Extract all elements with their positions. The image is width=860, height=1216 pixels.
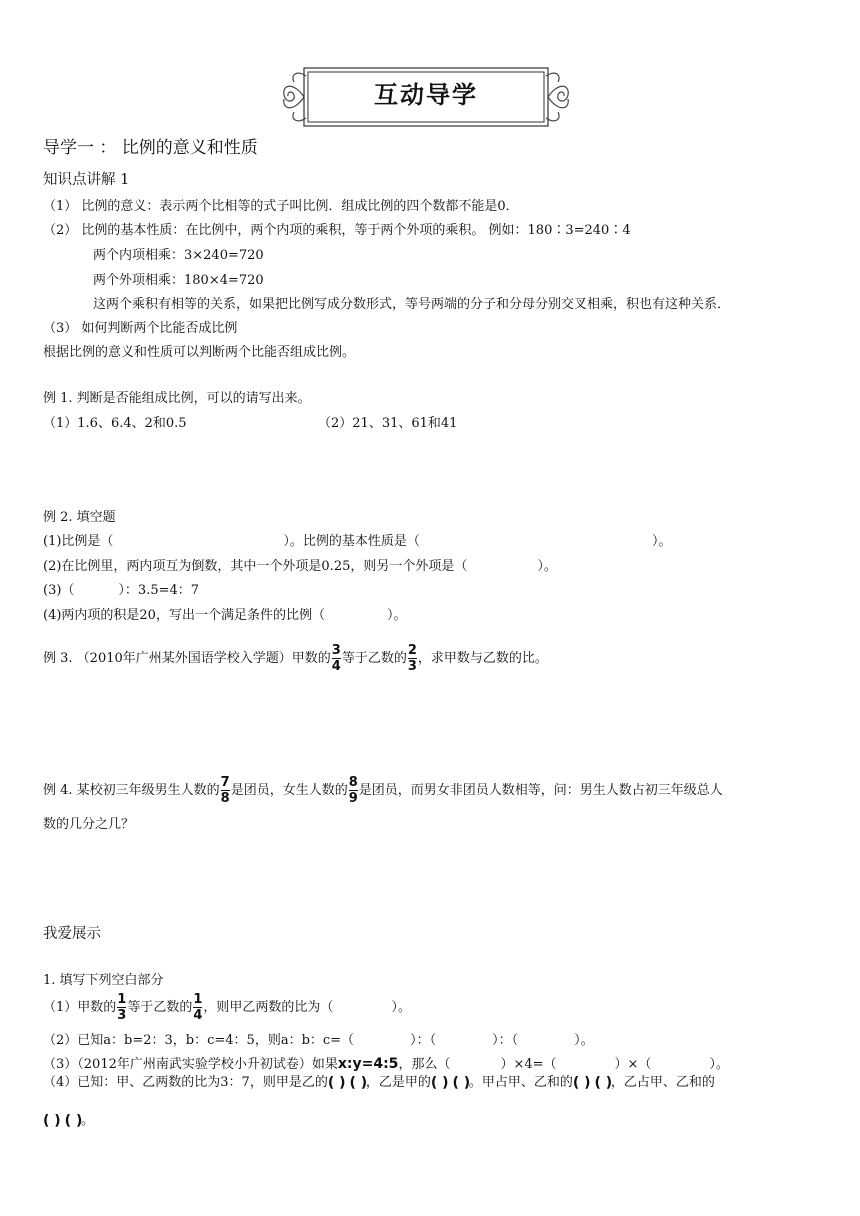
example-2-title: 例 2. 填空题 [43, 510, 116, 525]
show-s3: （3）（2012年广州南武实验学校小升初试卷）如果x:y=4:5，那么（ ）×4=（ ）×（ ）。 [43, 1056, 729, 1072]
example-4-line1: 例 4. 某校初三年级男生人数的 $\frac{7}{8}$ 是团员，女生人数的 $\frac{8}{9}$ 是团员，而男女非团员人数相等，问：男生人数占初三年级总人 [43, 775, 723, 806]
section-heading: 导学一 ： 比例的意义和性质 [43, 138, 258, 158]
show-s4-line1: （4）已知：甲、乙两数的比为3：7，则甲是乙的( ) ( )，乙是甲的( ) ( )。甲占甲、乙和的( ) ( )，乙占甲、乙和的 [43, 1074, 715, 1091]
blank-fraction: ( ) ( ) [572, 1074, 613, 1091]
example-3: 例 3. （2010年广州某外国语学校入学题）甲数的 $\frac{3}{4}$ 等于乙数的 $\frac{2}{3}$ ，求甲数与乙数的比。 [43, 643, 548, 674]
example-4-line2: 数的几分之几？ [43, 817, 135, 832]
fraction: $\frac{3}{4}$ [331, 643, 341, 674]
example-2-q1: (1)比例是（ ）。比例的基本性质是（ ）。 [43, 534, 672, 549]
example-1-q2: （2）21、31、61和41 [318, 416, 458, 431]
point-2: （2） 比例的基本性质：在比例中，两个内项的乘积，等于两个外项的乘积。 例如：180∶3=240∶4 [43, 223, 631, 238]
show-q1: 1. 填写下列空白部分 [43, 973, 164, 988]
show-s4-line2: ( ) ( )。 [43, 1112, 95, 1129]
fraction: $\frac{2}{3}$ [407, 643, 417, 674]
blank-fraction: ( ) ( ) [430, 1074, 471, 1091]
point-3: （3） 如何判断两个比能否成比例 [43, 321, 238, 336]
blank-fraction: ( ) ( ) [327, 1074, 368, 1091]
example-2-q3: (3)（ ）：3.5=4：7 [43, 583, 200, 598]
example-1-q1: （1）1.6、6.4、2和0.5 [43, 416, 187, 431]
fraction: $\frac{1}{4}$ [193, 992, 203, 1023]
section-subheading: 知识点讲解 1 [43, 172, 130, 188]
point-2a: 两个内项相乘：3×240=720 [93, 248, 264, 263]
point-2b: 两个外项相乘：180×4=720 [93, 273, 264, 288]
point-2c: 这两个乘积有相等的关系，如果把比例写成分数形式，等号两端的分子和分母分别交叉相乘，积也有这种关系． [93, 297, 731, 312]
ratio-expression: x:y=4:5 [337, 1056, 399, 1072]
show-heading: 我爱展示 [43, 926, 101, 942]
point-1: （1） 比例的意义：表示两个比相等的式子叫比例．组成比例的四个数都不能是0． [43, 199, 519, 214]
show-s1: （1）甲数的 $\frac{1}{3}$ 等于乙数的 $\frac{1}{4}$ ，则甲乙两数的比为（ ）。 [43, 992, 411, 1023]
example-2-q2: (2)在比例里，两内项互为倒数，其中一个外项是0.25，则另一个外项是（ ）。 [43, 559, 557, 574]
title-banner [276, 62, 576, 132]
banner-title: 互动导学 [374, 81, 478, 109]
example-1-title: 例 1. 判断是否能组成比例，可以的请写出来。 [43, 391, 311, 406]
fraction: $\frac{1}{3}$ [117, 992, 127, 1023]
fraction: $\frac{8}{9}$ [348, 775, 358, 806]
blank-fraction: ( ) ( ) [43, 1112, 83, 1129]
fraction: $\frac{7}{8}$ [220, 775, 230, 806]
point-4: 根据比例的意义和性质可以判断两个比能否组成比例。 [43, 345, 356, 360]
example-2-q4: (4)两内项的积是20，写出一个满足条件的比例（ ）。 [43, 608, 407, 623]
show-s2: （2）已知a：b=2：3，b：c=4：5，则a：b：c=（ ）：（ ）：（ ）。 [43, 1033, 594, 1048]
